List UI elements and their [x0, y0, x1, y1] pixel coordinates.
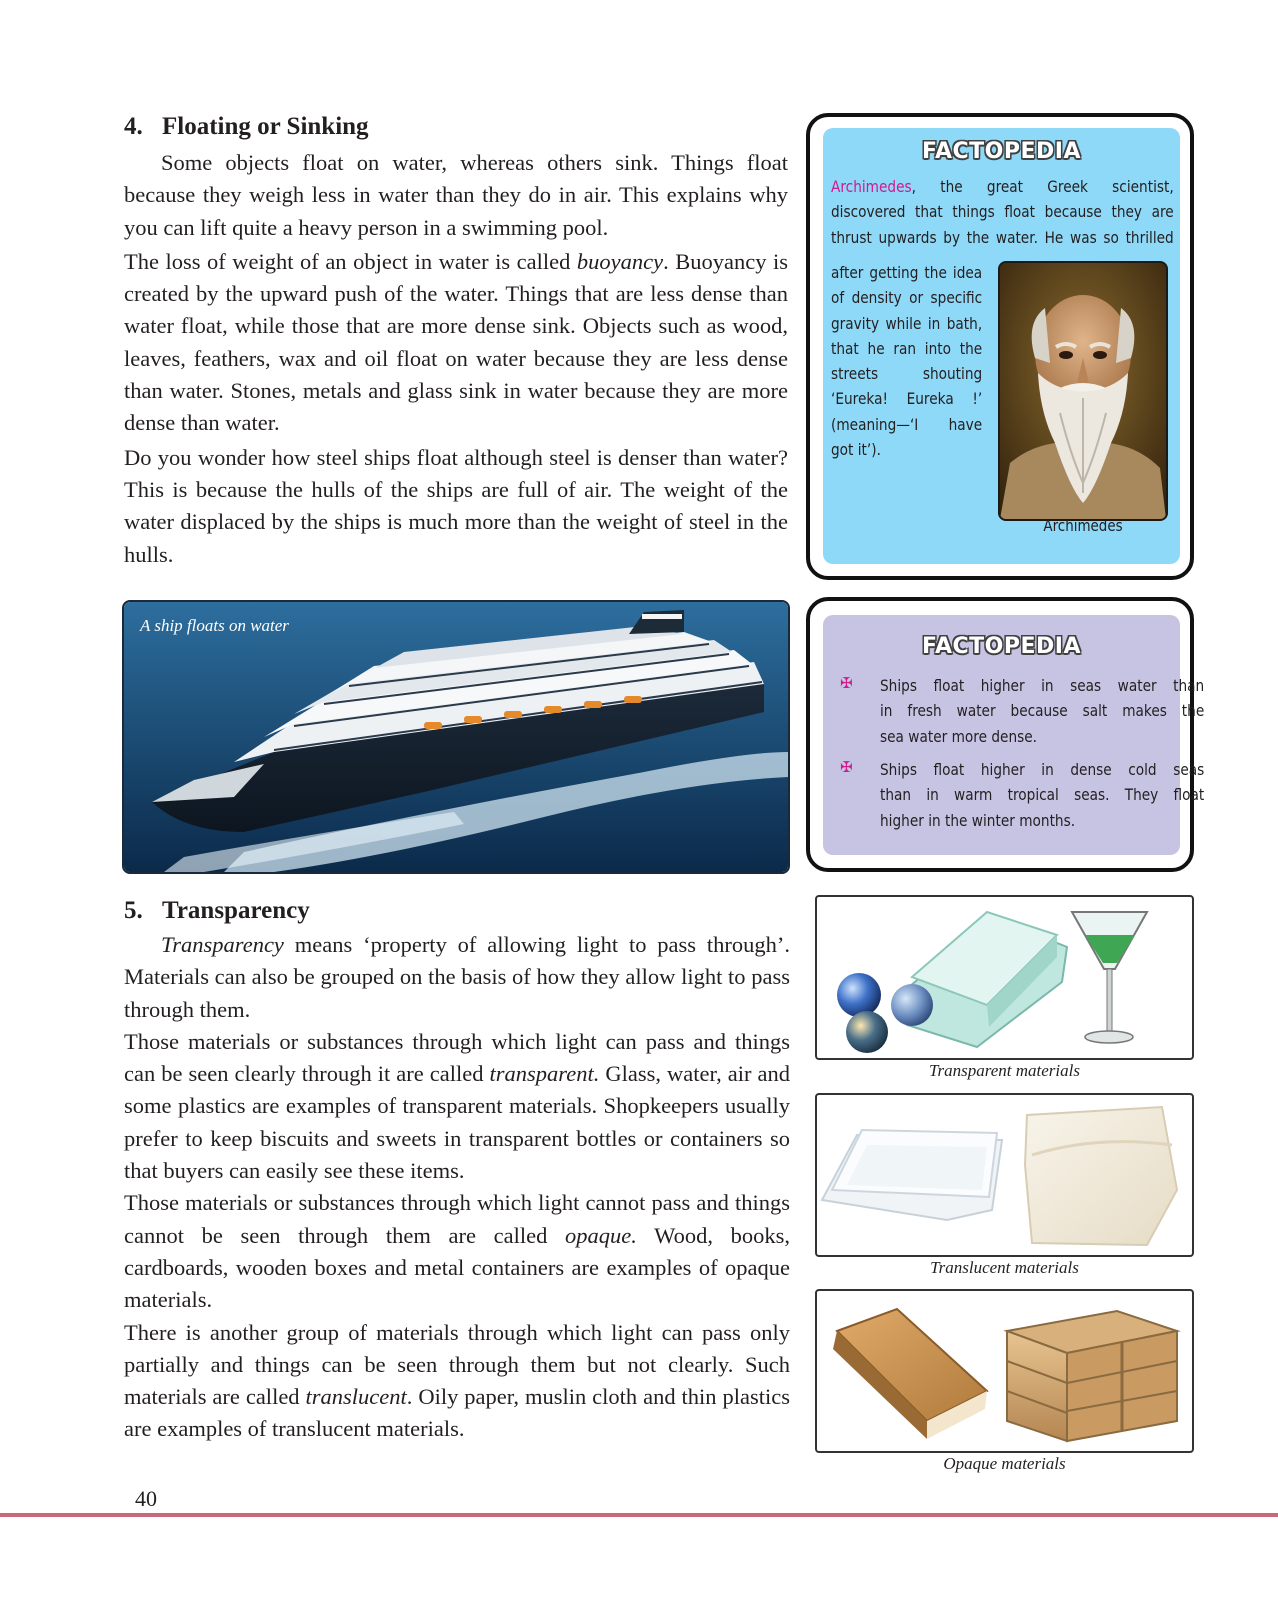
translucent-materials-photo	[815, 1093, 1194, 1257]
archimedes-portrait-illustration	[1000, 263, 1166, 519]
term-transparency: Transparency	[161, 932, 284, 957]
factopedia-1-line-3: thrust upwards by the water. He was so thrilled	[831, 227, 1174, 247]
term-buoyancy: buoyancy	[576, 248, 664, 274]
term-transparent: transparent.	[489, 1061, 600, 1087]
archimedes-portrait	[998, 261, 1168, 521]
opaque-materials-illustration	[817, 1291, 1192, 1451]
section-5-heading	[124, 897, 310, 925]
translucent-materials-illustration	[817, 1095, 1192, 1255]
term-opaque: opaque.	[565, 1222, 637, 1248]
ship-illustration	[124, 602, 788, 872]
term-translucent: translucent	[305, 1384, 407, 1410]
opaque-materials-photo	[815, 1289, 1194, 1453]
maltese-cross-icon: ✠	[840, 674, 853, 692]
archimedes-name: Archimedes	[831, 177, 912, 196]
archimedes-portrait-caption: Archimedes	[1043, 516, 1123, 535]
factopedia-1-line-1: Archimedes, the great Greek scientist,	[831, 177, 1174, 196]
factopedia-2-bullet-1: ✠ Ships float higher in seas water than in fresh water because salt makes the sea water more dense.	[840, 674, 1205, 746]
factopedia-1-line-2: discovered that things float because they are	[831, 202, 1174, 222]
section-4-paragraph-3: Do you wonder how steel ships float although steel is denser than water? This is because the hulls of the ships are full of air. The weight of the water displaced by the ships is much more than the weight of steel in the hulls.	[124, 444, 788, 567]
factopedia-2-bullet-2: ✠ Ships float higher in dense cold seas than in warm tropical seas. They float higher in the winter months.	[840, 758, 1205, 830]
factopedia-1-title: FACTOPEDIA	[921, 139, 1081, 164]
page-number: 40	[135, 1486, 157, 1511]
transparent-materials-photo	[815, 895, 1194, 1060]
section-5-paragraph-2: Those materials or substances through which light can pass and things can be seen clearly through it are called transparent. Glass, water, air and some plastics are examples of transparent materials. Shopkeepers usually prefer to keep biscuits and sweets in transparent bottles or containers so that buyers can easily see these items.	[124, 1028, 790, 1184]
factopedia-1-intro	[831, 174, 1174, 250]
transparent-materials-illustration	[817, 897, 1192, 1058]
section-4-number: 4.	[124, 113, 143, 140]
section-4-paragraph-1: Some objects float on water, whereas others sink. Things float because they weigh less in water than they do in air. This explains why you can lift quite a heavy person in a swimming pool.	[124, 150, 788, 240]
section-5-number: 5.	[124, 897, 143, 924]
opaque-materials-caption: Opaque materials	[943, 1454, 1066, 1473]
factopedia-2-bullets	[840, 673, 1205, 839]
factopedia-1-story: after getting the idea of density or specific gravity while in bath, that he ran into the streets shouting ‘Eureka! Eureka !’ (meaning—‘I have got it’).	[831, 263, 983, 460]
section-4-body	[124, 147, 788, 571]
bottom-rule	[0, 1513, 1278, 1517]
ship-photo-caption: A ship floats on water	[140, 616, 289, 635]
factopedia-2-title: FACTOPEDIA	[921, 634, 1081, 659]
section-4-heading	[124, 113, 369, 141]
section-5-paragraph-3: Those materials or substances through which light cannot pass and things cannot be seen through them are called opaque. Wood, books, cardboards, wooden boxes and metal containers are examples of opaque materials.	[124, 1190, 790, 1313]
ship-photo	[122, 600, 790, 874]
maltese-cross-icon: ✠	[840, 758, 853, 776]
section-5-title: Transparency	[162, 897, 310, 924]
section-4-paragraph-2: The loss of weight of an object in water is called buoyancy. Buoyancy is created by the upward push of the water. Things that are less dense than water float, while those that are more dense sink. Objects such as wood, leaves, feathers, wax and oil float on water because they are less dense than water. Stones, metals and glass sink in water because they are more dense than water.	[124, 248, 788, 436]
section-4-title: Floating or Sinking	[162, 113, 369, 140]
section-5-paragraph-1: Transparency means ‘property of allowing light to pass through’. Materials can also be grouped on the basis of how they allow light to pass through them.	[124, 932, 790, 1022]
transparent-materials-caption: Transparent materials	[929, 1061, 1080, 1080]
section-5-paragraph-4: There is another group of materials through which light can pass only partially and things can be seen through them but not clearly. Such materials are called translucent. Oily paper, muslin cloth and thin plastics are examples of translucent materials.	[124, 1319, 790, 1442]
translucent-materials-caption: Translucent materials	[930, 1258, 1079, 1277]
section-5-body	[124, 929, 790, 1446]
